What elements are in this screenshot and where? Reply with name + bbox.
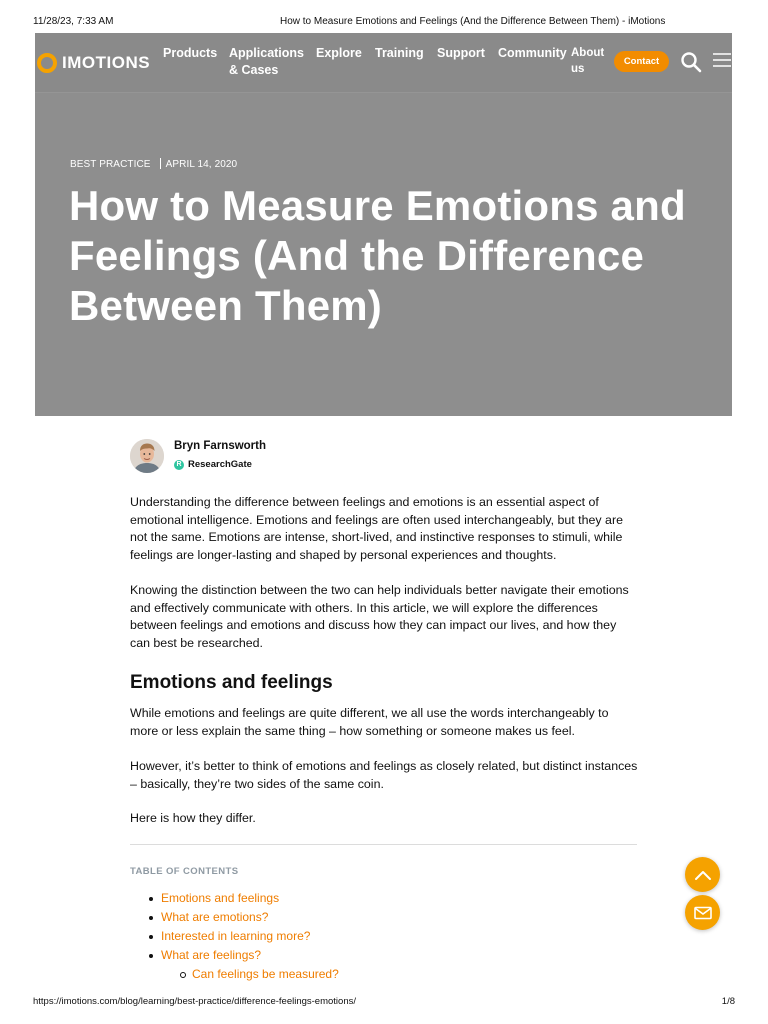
- author-avatar[interactable]: [130, 439, 164, 473]
- post-date: APRIL 14, 2020: [165, 159, 238, 170]
- toc-link-what-are-emotions[interactable]: What are emotions?: [161, 909, 561, 928]
- researchgate-label: ResearchGate: [188, 459, 252, 470]
- print-document-title: How to Measure Emotions and Feelings (And the Difference Between Them) - iMotions: [280, 16, 666, 27]
- toc-link-interested-in-learning-more[interactable]: Interested in learning more?: [161, 928, 561, 947]
- search-icon[interactable]: [680, 51, 702, 73]
- hero-banner: [35, 33, 732, 416]
- author-name[interactable]: Bryn Farnsworth: [174, 440, 267, 452]
- logo-text: IMOTIONS: [62, 53, 151, 72]
- nav-applications-label-line1: Applications: [229, 46, 305, 60]
- toc-link-emotions-and-feelings[interactable]: Emotions and feelings: [161, 890, 561, 909]
- print-footer: [33, 996, 735, 1010]
- toc-link-can-feelings-be-measured[interactable]: Can feelings be measured?: [192, 966, 561, 985]
- nav-applications-cases[interactable]: [229, 45, 304, 79]
- intro-paragraph-1: Understanding the difference between feelings and emotions is an essential aspect of emotional intelligence. Emotions and feelings are often used interchangeably, but they are not the same. Emotions are intense, short-lived, and instinctive responses to stimuli, while feelings are longer-lasting and shaped by personal experiences and thoughts.: [130, 495, 623, 562]
- nav-products[interactable]: Products: [163, 46, 218, 60]
- nav-training[interactable]: Training: [375, 46, 424, 60]
- logo-ring-icon: [37, 53, 57, 73]
- print-url: https://imotions.com/blog/learning/best-practice/difference-feelings-emotions/: [33, 996, 356, 1007]
- researchgate-link[interactable]: [174, 459, 252, 470]
- post-meta: [70, 158, 237, 170]
- intro-paragraph-2: Knowing the distinction between the two can help individuals better navigate their emotions and effectively communicate with others. In this article, we will explore the differences between feelings and emotions and discuss how they can impact our lives, and how they can best be researched.: [130, 583, 629, 650]
- print-header: [33, 16, 735, 30]
- nav-about-label-line1: About: [571, 47, 605, 59]
- section-paragraph-1: While emotions and feelings are quite different, we all use the words interchangeably to more or less explain the same thing – how something or someone makes us feel.: [130, 706, 609, 738]
- post-category[interactable]: BEST PRACTICE: [70, 159, 151, 170]
- nav-about-us[interactable]: [571, 45, 604, 77]
- nav-about-label-line2: us: [571, 63, 585, 75]
- newsletter-mail-button[interactable]: [685, 895, 720, 930]
- section-heading-emotions-feelings: Emotions and feelings: [130, 672, 333, 693]
- hamburger-menu-icon[interactable]: [712, 51, 732, 69]
- page-title: How to Measure Emotions and Feelings (And the Difference Between Them): [69, 182, 686, 329]
- section-paragraph-3: Here is how they differ.: [130, 811, 256, 825]
- toc-link-what-are-feelings[interactable]: What are feelings?: [161, 947, 561, 966]
- toc-title: TABLE OF CONTENTS: [130, 866, 239, 877]
- print-datetime: 11/28/23, 7:33 AM: [33, 16, 114, 27]
- divider: [130, 844, 637, 845]
- imotions-logo[interactable]: [35, 52, 150, 74]
- scroll-to-top-button[interactable]: [685, 857, 720, 892]
- nav-explore[interactable]: Explore: [316, 46, 362, 60]
- nav-applications-label-line2: & Cases: [229, 63, 279, 77]
- nav-support[interactable]: Support: [437, 46, 485, 60]
- chevron-up-icon: [694, 869, 712, 881]
- print-page-number: 1/8: [721, 996, 735, 1007]
- mail-icon: [694, 906, 712, 920]
- section-paragraph-2: However, it’s better to think of emotions and feelings as closely related, but distinct instances – basically, they’re two sides of the same coin.: [130, 759, 638, 791]
- meta-separator: [160, 158, 161, 169]
- table-of-contents: [161, 890, 561, 985]
- contact-button[interactable]: Contact: [614, 51, 669, 72]
- researchgate-icon: R: [174, 460, 184, 470]
- nav-community[interactable]: Community: [498, 46, 567, 60]
